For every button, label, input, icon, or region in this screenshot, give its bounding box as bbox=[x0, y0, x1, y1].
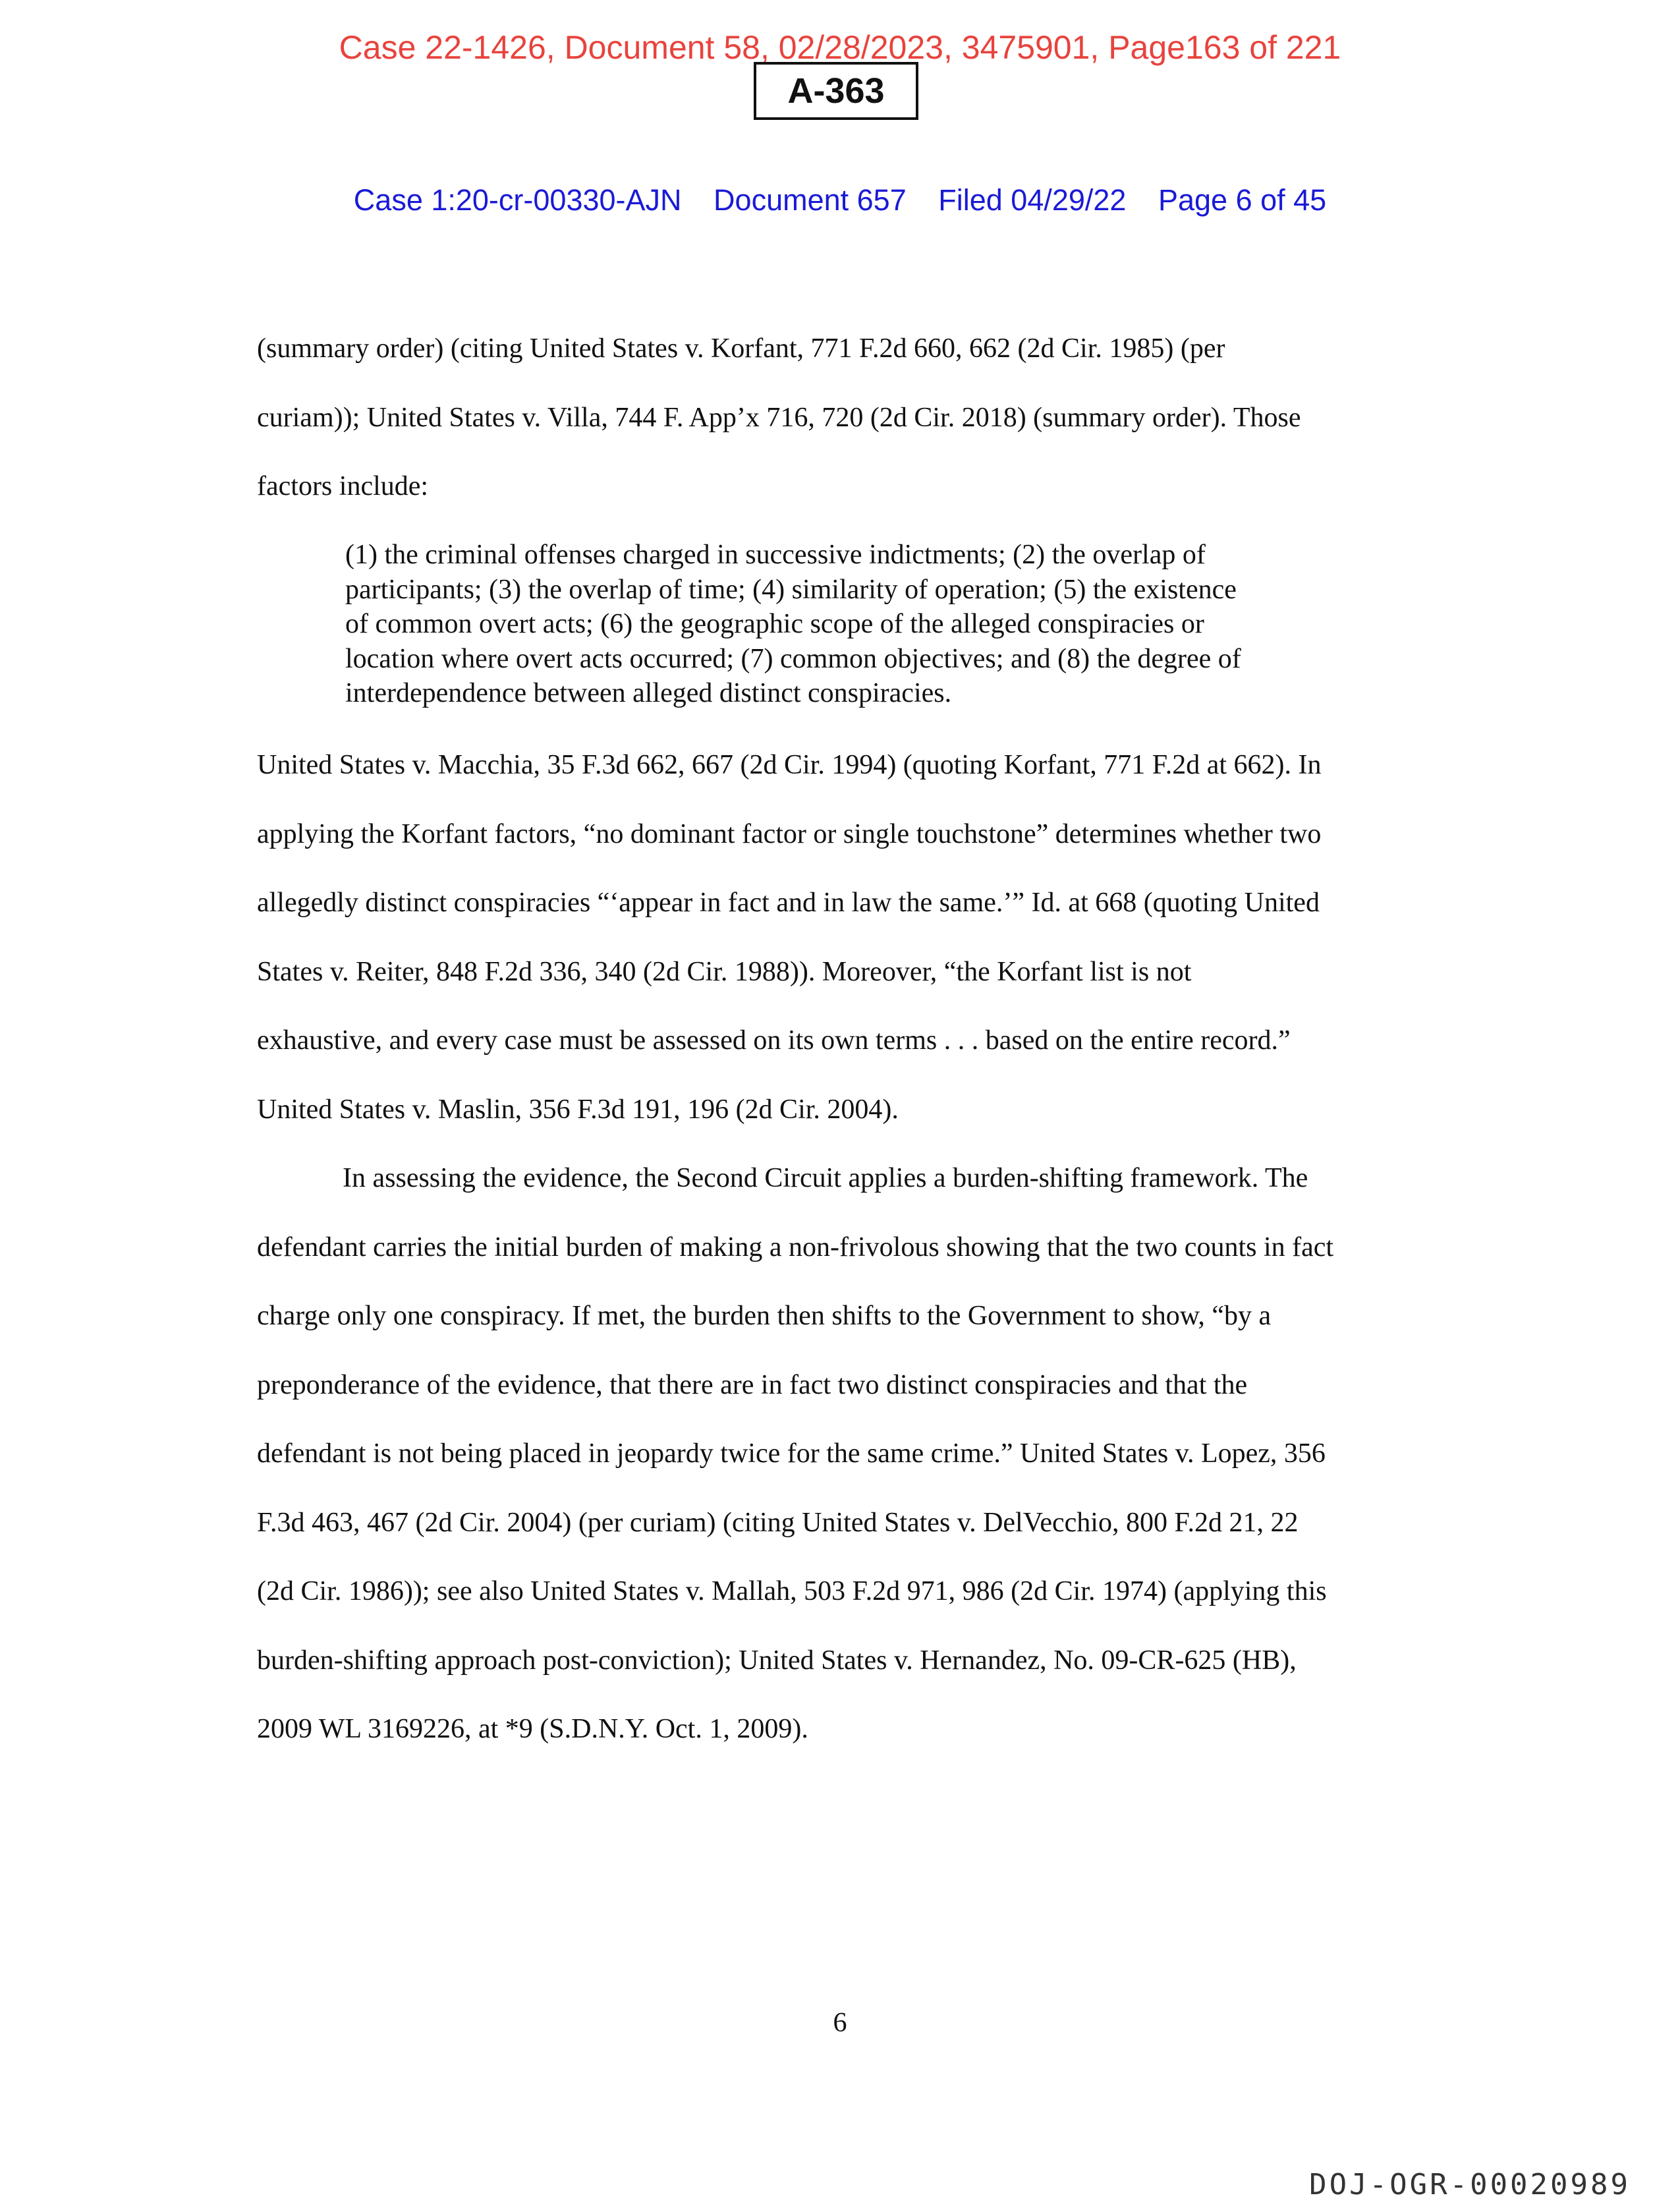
burden-shifting-paragraph bbox=[257, 1144, 1413, 1764]
text-line: defendant is not being placed in jeopardy twice for the same crime.” United States v. Lopez, 356 bbox=[257, 1438, 1326, 1469]
page-number: 6 bbox=[833, 2008, 847, 2038]
quote-line: interdependence between alleged distinct conspiracies. bbox=[345, 678, 952, 708]
text-line: (2d Cir. 1986)); see also United States v. Mallah, 503 F.2d 971, 986 (2d Cir. 1974) (applying this bbox=[257, 1576, 1327, 1606]
text-line: F.3d 463, 467 (2d Cir. 2004) (per curiam) (citing United States v. DelVecchio, 800 F.2d 21, 22 bbox=[257, 1507, 1299, 1538]
text-line: preponderance of the evidence, that there are in fact two distinct conspiracies and that the bbox=[257, 1369, 1248, 1400]
page-count: Page 6 of 45 bbox=[1158, 183, 1327, 217]
text-line: allegedly distinct conspiracies “‘appear in fact and in law the same.’” Id. at 668 (quoting United bbox=[257, 888, 1320, 918]
bates-number: DOJ-OGR-00020989 bbox=[1309, 2168, 1631, 2201]
text-line: curiam)); United States v. Villa, 744 F. App’x 716, 720 (2d Cir. 2018) (summary order). Those bbox=[257, 402, 1301, 433]
text-line: In assessing the evidence, the Second Circuit applies a burden-shifting framework. The bbox=[343, 1163, 1308, 1193]
text-line: 2009 WL 3169226, at *9 (S.D.N.Y. Oct. 1, 2009). bbox=[257, 1714, 808, 1744]
text-line: factors include: bbox=[257, 471, 429, 501]
text-line: burden-shifting approach post-conviction); United States v. Hernandez, No. 09-CR-625 (HB), bbox=[257, 1645, 1297, 1676]
block-quote bbox=[345, 538, 1330, 711]
text-line: United States v. Macchia, 35 F.3d 662, 667 (2d Cir. 1994) (quoting Korfant, 771 F.2d at 662). In bbox=[257, 750, 1322, 780]
text-line: United States v. Maslin, 356 F.3d 191, 196 (2d Cir. 2004). bbox=[257, 1094, 899, 1125]
text-line: applying the Korfant factors, “no dominant factor or single touchstone” determines whether two bbox=[257, 818, 1322, 849]
intro-paragraph bbox=[257, 314, 1413, 521]
appendix-page-stamp: A-363 bbox=[754, 62, 918, 120]
text-line: (summary order) (citing United States v. Korfant, 771 F.2d 660, 662 (2d Cir. 1985) (per bbox=[257, 333, 1225, 364]
quote-line: (1) the criminal offenses charged in successive indictments; (2) the overlap of bbox=[345, 540, 1206, 570]
text-line: exhaustive, and every case must be assessed on its own terms . . . based on the entire record.” bbox=[257, 1025, 1291, 1056]
quote-line: participants; (3) the overlap of time; (4) similarity of operation; (5) the existence bbox=[345, 574, 1237, 605]
document-number: Document 657 bbox=[714, 183, 907, 217]
appellate-case-header: Case 22-1426, Document 58, 02/28/2023, 3475901, Page163 of 221 bbox=[339, 29, 1341, 66]
case-number: Case 1:20-cr-00330-AJN bbox=[353, 183, 682, 217]
filed-date: Filed 04/29/22 bbox=[938, 183, 1127, 217]
citation-paragraph bbox=[257, 731, 1413, 1144]
quote-line: of common overt acts; (6) the geographic scope of the alleged conspiracies or bbox=[345, 609, 1204, 639]
text-line: States v. Reiter, 848 F.2d 336, 340 (2d Cir. 1988)). Moreover, “the Korfant list is not bbox=[257, 956, 1192, 987]
quote-line: location where overt acts occurred; (7) common objectives; and (8) the degree of bbox=[345, 643, 1241, 674]
district-case-header bbox=[0, 182, 1680, 219]
text-line: charge only one conspiracy. If met, the burden then shifts to the Government to show, “by a bbox=[257, 1301, 1272, 1331]
text-line: defendant carries the initial burden of making a non-frivolous showing that the two counts in fact bbox=[257, 1232, 1334, 1262]
